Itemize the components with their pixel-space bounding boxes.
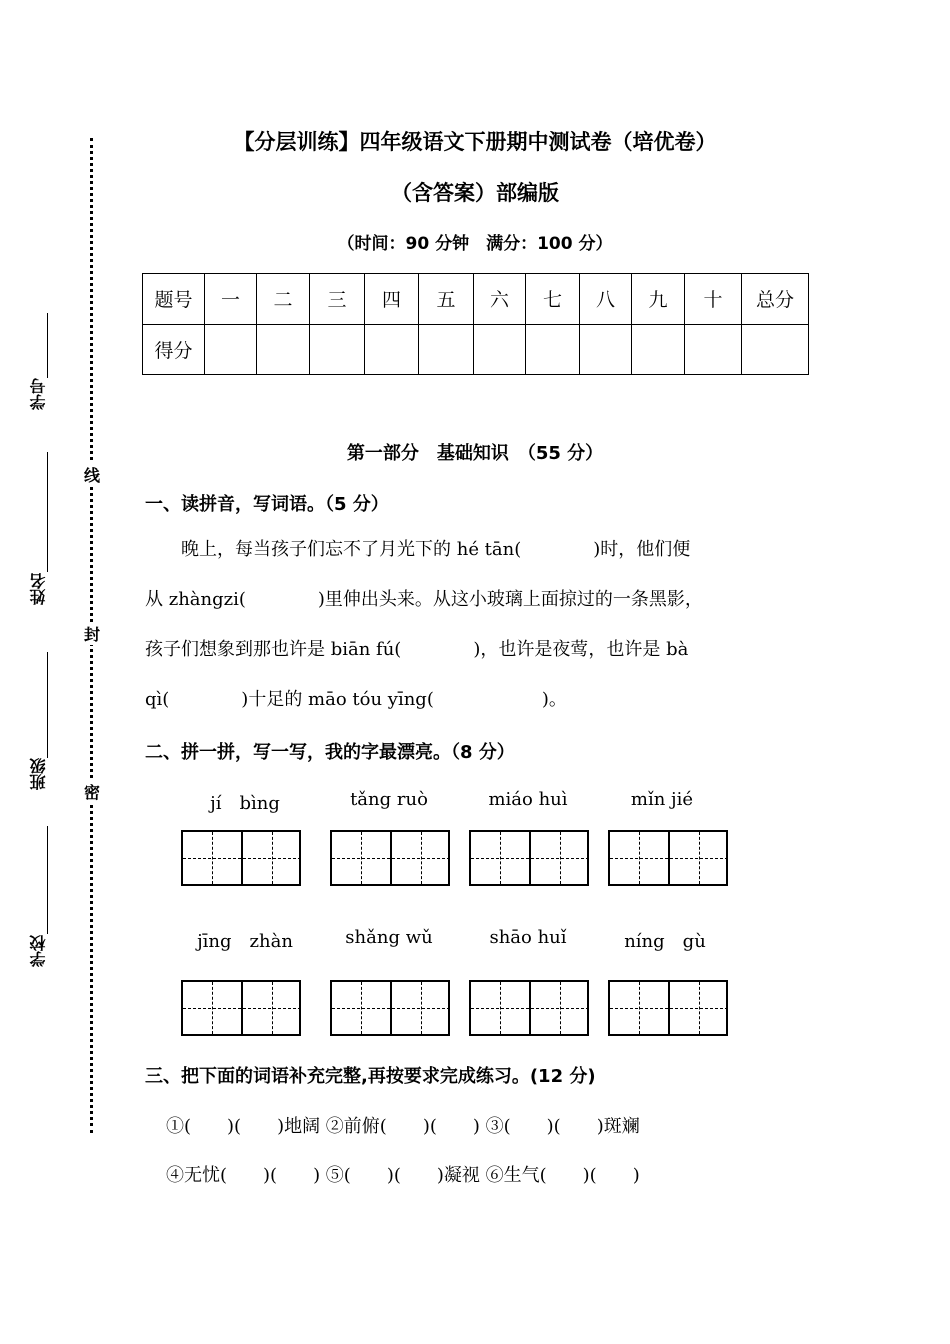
student-id-blank[interactable] xyxy=(47,313,48,378)
table-cell: 得分 xyxy=(143,324,205,375)
class-label: 班级 xyxy=(29,758,48,790)
pinyin-label: tǎng ruò xyxy=(350,789,428,810)
exam-title-line1: 【分层训练】四年级语文下册期中测试卷（培优卷） xyxy=(233,130,717,154)
q3-line1: ①( )( )地阔 ②前俯( )( ) ③( )( )斑斓 xyxy=(166,1116,640,1137)
score-cell[interactable] xyxy=(205,324,257,375)
q1-line: 晚上，每当孩子们忘不了月光下的 hé tān( )时，他们便 xyxy=(145,539,691,560)
pinyin-label: jīng zhàn xyxy=(197,931,293,952)
tianzige-box[interactable] xyxy=(181,980,301,1036)
q3-line2: ④无忧( )( ) ⑤( )( )凝视 ⑥生气( )( ) xyxy=(166,1165,640,1186)
time-info: （时间：90 分钟 满分：100 分） xyxy=(337,234,613,254)
table-cell: 九 xyxy=(632,274,685,325)
school-blank[interactable] xyxy=(47,826,48,934)
score-cell[interactable] xyxy=(580,324,632,375)
score-table-header-row xyxy=(143,274,809,325)
part1-heading: 第一部分 基础知识 （55 分） xyxy=(346,443,604,464)
q1-passage xyxy=(145,525,825,725)
score-table-score-row xyxy=(143,324,809,375)
score-cell[interactable] xyxy=(419,324,474,375)
exam-title-line2: （含答案）部编版 xyxy=(391,181,559,205)
name-blank[interactable] xyxy=(47,452,48,572)
seal-char-xian: 线 xyxy=(82,463,102,486)
name-label: 姓名 xyxy=(29,573,48,605)
score-cell[interactable] xyxy=(632,324,685,375)
tianzige-box[interactable] xyxy=(469,830,589,886)
pinyin-label: níng gù xyxy=(624,931,706,952)
seal-char-mi: 密 xyxy=(82,780,102,803)
q1-line: qì( )十足的 māo tóu yīng( )。 xyxy=(145,689,567,710)
table-cell: 十 xyxy=(685,274,742,325)
score-cell[interactable] xyxy=(526,324,580,375)
school-label: 学校 xyxy=(29,935,48,967)
q2-heading: 二、拼一拼，写一写，我的字最漂亮。（8 分） xyxy=(145,742,515,763)
table-cell: 二 xyxy=(257,274,310,325)
q3-heading: 三、把下面的词语补充完整,再按要求完成练习。(12 分) xyxy=(145,1066,596,1087)
q1-line: 从 zhàngzi( )里伸出头来。从这小玻璃上面掠过的一条黑影， xyxy=(145,589,703,610)
score-cell[interactable] xyxy=(742,324,809,375)
tianzige-box[interactable] xyxy=(330,830,450,886)
pinyin-label: jí bìng xyxy=(210,793,280,814)
tianzige-box[interactable] xyxy=(181,830,301,886)
score-cell[interactable] xyxy=(257,324,310,375)
table-cell: 三 xyxy=(310,274,365,325)
tianzige-box[interactable] xyxy=(330,980,450,1036)
pinyin-label: miáo huì xyxy=(488,789,568,810)
score-cell[interactable] xyxy=(685,324,742,375)
tianzige-box[interactable] xyxy=(608,830,728,886)
table-cell: 题号 xyxy=(143,274,205,325)
table-cell: 七 xyxy=(526,274,580,325)
table-cell: 四 xyxy=(365,274,419,325)
tianzige-box[interactable] xyxy=(469,980,589,1036)
score-cell[interactable] xyxy=(310,324,365,375)
table-cell: 一 xyxy=(205,274,257,325)
student-id-label: 学号 xyxy=(29,378,48,410)
score-cell[interactable] xyxy=(474,324,526,375)
pinyin-label: mǐn jié xyxy=(630,789,694,810)
tianzige-box[interactable] xyxy=(608,980,728,1036)
seal-char-feng: 封 xyxy=(82,622,102,645)
score-table xyxy=(142,273,809,375)
table-cell: 八 xyxy=(580,274,632,325)
pinyin-label: shǎng wǔ xyxy=(345,927,433,948)
table-cell: 总分 xyxy=(742,274,809,325)
q1-heading: 一、读拼音，写词语。（5 分） xyxy=(145,494,389,515)
q1-line: 孩子们想象到那也许是 biān fú( )，也许是夜莺，也许是 bà xyxy=(145,639,689,660)
score-cell[interactable] xyxy=(365,324,419,375)
class-blank[interactable] xyxy=(47,652,48,758)
table-cell: 五 xyxy=(419,274,474,325)
table-cell: 六 xyxy=(474,274,526,325)
pinyin-label: shāo huǐ xyxy=(489,927,567,948)
